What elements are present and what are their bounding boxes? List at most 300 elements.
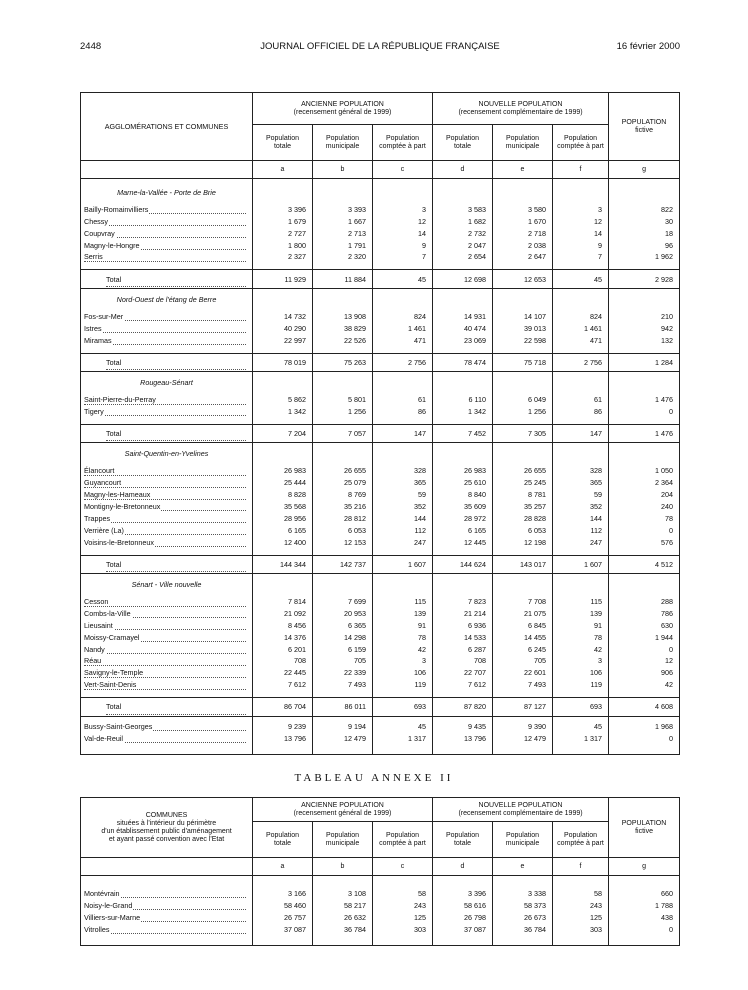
spacer-cell [253, 691, 313, 698]
value-cell: 2 727 [253, 227, 313, 239]
value-cell: 119 [373, 679, 433, 691]
table2-header [81, 798, 680, 876]
spacer-cell [433, 548, 493, 555]
value-cell: 14 107 [493, 310, 553, 322]
value-cell: 0 [669, 733, 674, 743]
spacer-cell [253, 448, 313, 460]
commune-name-cell [81, 732, 253, 744]
spacer-cell [609, 179, 680, 187]
spacer-cell [81, 876, 253, 888]
column-header-pop-totale-n: Population totale [433, 822, 493, 858]
spacer-cell [493, 691, 553, 698]
value-cell: 247 [553, 536, 609, 548]
spacer-cell [493, 377, 553, 389]
spacer-cell [433, 377, 493, 389]
value-cell: 1 050 [655, 466, 674, 476]
table-row [81, 501, 680, 513]
value-cell: 86 [373, 406, 433, 418]
value-cell: 2 038 [493, 239, 553, 251]
dot-leader [106, 369, 246, 370]
spacer-cell [81, 346, 253, 353]
commune-name-cell [81, 923, 253, 935]
value-cell: 1 968 [655, 721, 674, 731]
value-cell: 1 317 [373, 732, 433, 744]
value-cell: 96 [665, 240, 674, 250]
value-cell: 75 718 [493, 354, 553, 372]
spacer-cell [553, 691, 609, 698]
dot-leader [106, 440, 246, 441]
commune-name: Nandy [84, 644, 105, 654]
commune-name-cell [81, 322, 253, 334]
spacer-cell [313, 579, 373, 591]
value-cell: 13 908 [313, 310, 373, 322]
value-cell: 471 [553, 334, 609, 346]
value-cell: 12 [665, 656, 674, 666]
letter-cell: e [493, 858, 553, 876]
table-row [81, 251, 680, 263]
spacer-cell [553, 263, 609, 270]
value-cell: 705 [313, 655, 373, 667]
spacer-cell [609, 744, 680, 754]
value-cell: 106 [373, 667, 433, 679]
spacer-cell [313, 293, 373, 305]
value-cell: 119 [553, 679, 609, 691]
spacer-row [81, 744, 680, 754]
value-cell: 1 256 [493, 406, 553, 418]
table-row [81, 227, 680, 239]
value-cell: 2 654 [433, 251, 493, 263]
value-cell: 210 [661, 311, 674, 321]
value-cell: 3 [373, 655, 433, 667]
letter-cell: c [373, 161, 433, 179]
table-row [81, 477, 680, 489]
section-row [81, 293, 680, 305]
spacer-cell [553, 293, 609, 305]
spacer-cell [253, 744, 313, 754]
value-cell: 8 781 [493, 489, 553, 501]
commune-name: Voisins-le-Bretonneux [84, 537, 154, 547]
spacer-cell [493, 417, 553, 424]
commune-name-cell [81, 512, 253, 524]
spacer-cell [493, 293, 553, 305]
value-cell: 22 598 [493, 334, 553, 346]
value-cell: 6 165 [433, 524, 493, 536]
commune-name-cell [81, 631, 253, 643]
value-cell: 6 201 [253, 643, 313, 655]
value-cell: 14 533 [433, 631, 493, 643]
value-cell: 630 [661, 620, 674, 630]
table1-body [81, 179, 680, 755]
value-cell: 705 [493, 655, 553, 667]
value-cell: 11 929 [253, 270, 313, 288]
value-cell: 25 444 [253, 477, 313, 489]
table-row [81, 239, 680, 251]
value-cell: 22 339 [313, 667, 373, 679]
value-cell: 12 400 [253, 536, 313, 548]
page-header [80, 41, 680, 55]
spacer-cell [493, 935, 553, 945]
value-cell: 1 944 [655, 632, 674, 642]
spacer-cell [609, 876, 680, 888]
commune-name: Moissy-Cramayel [84, 632, 140, 642]
commune-name: Miramas [84, 335, 112, 345]
value-cell: 28 972 [433, 512, 493, 524]
table-row [81, 322, 680, 334]
commune-name-cell [81, 888, 253, 900]
value-cell: 2 320 [313, 251, 373, 263]
value-cell: 78 [373, 631, 433, 643]
commune-name-cell [81, 556, 253, 574]
value-cell: 2 756 [553, 354, 609, 372]
commune-name: Val-de-Reuil [84, 733, 124, 743]
table-row [81, 310, 680, 322]
table-row [81, 732, 680, 744]
commune-name: Total [106, 429, 122, 439]
spacer-cell [433, 935, 493, 945]
value-cell: 7 612 [433, 679, 493, 691]
spacer-row [81, 935, 680, 945]
value-cell: 58 [553, 888, 609, 900]
value-cell: 2 756 [373, 354, 433, 372]
value-cell: 142 737 [313, 556, 373, 574]
spacer-cell [81, 935, 253, 945]
value-cell: 14 [553, 227, 609, 239]
page-number: 2448 [80, 41, 102, 52]
spacer-cell [433, 579, 493, 591]
commune-name: Total [106, 274, 122, 284]
value-cell: 3 [373, 204, 433, 216]
value-cell: 12 698 [433, 270, 493, 288]
value-cell: 112 [553, 524, 609, 536]
value-cell: 26 673 [493, 911, 553, 923]
commune-name: Verrière (La) [84, 525, 124, 535]
value-cell: 14 455 [493, 631, 553, 643]
value-cell: 1 476 [655, 429, 674, 439]
spacer-cell [493, 187, 553, 199]
commune-name: Élancourt [84, 466, 115, 476]
spacer-cell [253, 935, 313, 945]
commune-name-cell [81, 524, 253, 536]
value-cell: 12 [553, 215, 609, 227]
spacer-row [81, 263, 680, 270]
total-row [81, 354, 680, 372]
spacer-cell [81, 691, 253, 698]
spacer-cell [493, 263, 553, 270]
dot-leader [84, 415, 246, 416]
value-cell: 38 829 [313, 322, 373, 334]
value-cell: 1 476 [655, 394, 674, 404]
value-cell: 3 393 [313, 204, 373, 216]
value-cell: 36 784 [313, 923, 373, 935]
value-cell: 7 823 [433, 596, 493, 608]
value-cell: 2 718 [493, 227, 553, 239]
spacer-cell [553, 876, 609, 888]
commune-name: Cesson [84, 596, 109, 606]
value-cell: 23 069 [433, 334, 493, 346]
table2-body [81, 876, 680, 946]
value-cell: 25 245 [493, 477, 553, 489]
spacer-cell [253, 293, 313, 305]
spacer-cell [313, 417, 373, 424]
commune-name-cell [81, 679, 253, 691]
value-cell: 61 [373, 394, 433, 406]
table-row [81, 524, 680, 536]
value-cell: 144 624 [433, 556, 493, 574]
group-header-ancienne: ANCIENNE POPULATION (recensement général de 1999) [253, 93, 433, 125]
spacer-cell [313, 548, 373, 555]
value-cell: 37 087 [433, 923, 493, 935]
value-cell: 1 607 [553, 556, 609, 574]
value-cell: 786 [661, 608, 674, 618]
spacer-row [81, 179, 680, 187]
commune-name-cell [81, 334, 253, 346]
table-row [81, 406, 680, 418]
value-cell: 39 013 [493, 322, 553, 334]
value-cell: 25 079 [313, 477, 373, 489]
spacer-cell [553, 548, 609, 555]
table-row [81, 720, 680, 732]
value-cell: 21 214 [433, 608, 493, 620]
table-row [81, 631, 680, 643]
value-cell: 14 376 [253, 631, 313, 643]
value-cell: 14 931 [433, 310, 493, 322]
value-cell: 9 [553, 239, 609, 251]
spacer-row [81, 876, 680, 888]
value-cell: 328 [553, 465, 609, 477]
spacer-cell [313, 876, 373, 888]
value-cell: 14 732 [253, 310, 313, 322]
spacer-cell [433, 179, 493, 187]
spacer-row [81, 417, 680, 424]
value-cell: 328 [373, 465, 433, 477]
value-cell: 37 087 [253, 923, 313, 935]
value-cell: 906 [661, 668, 674, 678]
spacer-cell [253, 346, 313, 353]
table-row [81, 334, 680, 346]
table-row [81, 923, 680, 935]
spacer-cell [609, 346, 680, 353]
value-cell: 1 256 [313, 406, 373, 418]
column-header-pop-totale-n: Population totale [433, 125, 493, 161]
value-cell: 824 [373, 310, 433, 322]
commune-name-cell [81, 536, 253, 548]
value-cell: 822 [661, 204, 674, 214]
dot-leader [84, 261, 246, 262]
spacer-cell [433, 187, 493, 199]
value-cell: 9 194 [313, 720, 373, 732]
commune-name-cell [81, 596, 253, 608]
value-cell: 42 [553, 643, 609, 655]
value-cell: 58 217 [313, 899, 373, 911]
value-cell: 115 [373, 596, 433, 608]
spacer-cell [373, 187, 433, 199]
spacer-cell [609, 417, 680, 424]
table-row [81, 489, 680, 501]
value-cell: 18 [665, 228, 674, 238]
value-cell: 132 [661, 335, 674, 345]
commune-name-cell [81, 204, 253, 216]
spacer-cell [493, 579, 553, 591]
annexe-title: TABLEAU ANNEXE II [294, 772, 454, 784]
value-cell: 5 862 [253, 394, 313, 406]
spacer-cell [433, 263, 493, 270]
value-cell: 247 [373, 536, 433, 548]
table-row [81, 608, 680, 620]
letter-cell: a [253, 858, 313, 876]
value-cell: 78 [553, 631, 609, 643]
spacer-cell [433, 346, 493, 353]
value-cell: 30 [665, 216, 674, 226]
spacer-cell [313, 448, 373, 460]
value-cell: 75 263 [313, 354, 373, 372]
value-cell: 125 [373, 911, 433, 923]
spacer-cell [313, 263, 373, 270]
value-cell: 0 [669, 525, 674, 535]
value-cell: 144 [553, 512, 609, 524]
value-cell: 42 [665, 680, 674, 690]
value-cell: 26 983 [433, 465, 493, 477]
value-cell: 0 [669, 406, 674, 416]
column-header-communes: AGGLOMÉRATIONS ET COMMUNES [81, 93, 253, 161]
commune-name-cell [81, 667, 253, 679]
value-cell: 2 928 [655, 274, 674, 284]
value-cell: 243 [373, 899, 433, 911]
value-cell: 28 812 [313, 512, 373, 524]
value-cell: 3 580 [493, 204, 553, 216]
section-title: Rougeau-Sénart [81, 377, 253, 389]
column-header-pop-municipale-a: Population municipale [313, 125, 373, 161]
value-cell: 6 049 [493, 394, 553, 406]
value-cell: 22 526 [313, 334, 373, 346]
group-header-nouvelle: NOUVELLE POPULATION (recensement complémentaire de 1999) [433, 93, 609, 125]
commune-name: Savigny-le-Temple [84, 668, 144, 678]
commune-name: Chessy [84, 216, 108, 226]
spacer-cell [313, 346, 373, 353]
spacer-cell [373, 691, 433, 698]
spacer-cell [433, 448, 493, 460]
commune-name-cell [81, 465, 253, 477]
letter-cell: g [609, 858, 680, 876]
publication-date: 16 février 2000 [616, 41, 680, 52]
table-row [81, 899, 680, 911]
spacer-cell [313, 187, 373, 199]
value-cell: 365 [553, 477, 609, 489]
value-cell: 21 092 [253, 608, 313, 620]
section-title: Sénart - Ville nouvelle [81, 579, 253, 591]
value-cell: 6 159 [313, 643, 373, 655]
commune-name-cell [81, 227, 253, 239]
value-cell: 26 655 [313, 465, 373, 477]
commune-name-cell [81, 720, 253, 732]
section-row [81, 377, 680, 389]
value-cell: 2 327 [253, 251, 313, 263]
table-row [81, 911, 680, 923]
spacer-cell [553, 187, 609, 199]
value-cell: 13 796 [253, 732, 313, 744]
value-cell: 35 609 [433, 501, 493, 513]
value-cell: 708 [253, 655, 313, 667]
dot-leader [84, 665, 246, 666]
value-cell: 1 284 [655, 357, 674, 367]
spacer-cell [373, 935, 433, 945]
spacer-cell [313, 691, 373, 698]
spacer-cell [493, 448, 553, 460]
value-cell: 3 583 [433, 204, 493, 216]
commune-name: Total [106, 702, 122, 712]
value-cell: 86 [553, 406, 609, 418]
value-cell: 139 [553, 608, 609, 620]
value-cell: 12 479 [493, 732, 553, 744]
spacer-cell [253, 179, 313, 187]
value-cell: 12 445 [433, 536, 493, 548]
spacer-row [81, 548, 680, 555]
spacer-cell [433, 417, 493, 424]
spacer-cell [553, 377, 609, 389]
value-cell: 144 344 [253, 556, 313, 574]
value-cell: 35 568 [253, 501, 313, 513]
commune-name: Magny-les-Hameaux [84, 490, 151, 500]
spacer-cell [553, 179, 609, 187]
value-cell: 9 [373, 239, 433, 251]
column-header-pop-municipale-n: Population municipale [493, 125, 553, 161]
value-cell: 87 820 [433, 698, 493, 716]
commune-name-cell [81, 270, 253, 288]
value-cell: 243 [553, 899, 609, 911]
value-cell: 8 840 [433, 489, 493, 501]
commune-name-cell [81, 899, 253, 911]
dot-leader [106, 286, 246, 287]
spacer-cell [609, 187, 680, 199]
commune-name: Total [106, 357, 122, 367]
value-cell: 7 612 [253, 679, 313, 691]
letter-cell: f [553, 161, 609, 179]
spacer-cell [553, 744, 609, 754]
spacer-cell [253, 263, 313, 270]
value-cell: 471 [373, 334, 433, 346]
commune-name: Vert-Saint-Denis [84, 680, 137, 690]
value-cell: 3 338 [493, 888, 553, 900]
commune-name-cell [81, 489, 253, 501]
value-cell: 3 108 [313, 888, 373, 900]
value-cell: 942 [661, 323, 674, 333]
value-cell: 1 670 [493, 215, 553, 227]
spacer-cell [373, 417, 433, 424]
total-row [81, 425, 680, 443]
spacer-cell [81, 263, 253, 270]
value-cell: 12 653 [493, 270, 553, 288]
value-cell: 143 017 [493, 556, 553, 574]
value-cell: 59 [553, 489, 609, 501]
commune-name: Istres [84, 323, 102, 333]
value-cell: 1 461 [553, 322, 609, 334]
section-title: Nord-Ouest de l'étang de Berre [81, 293, 253, 305]
dot-leader [84, 332, 246, 333]
value-cell: 438 [661, 912, 674, 922]
value-cell: 1 679 [253, 215, 313, 227]
value-cell: 12 479 [313, 732, 373, 744]
spacer-cell [553, 448, 609, 460]
value-cell: 9 435 [433, 720, 493, 732]
letter-cell: e [493, 161, 553, 179]
value-cell: 4 608 [655, 702, 674, 712]
commune-name-cell [81, 406, 253, 418]
spacer-cell [553, 935, 609, 945]
column-header-pop-comptee-n: Population comptée à part [553, 125, 609, 161]
value-cell: 26 798 [433, 911, 493, 923]
value-cell: 125 [553, 911, 609, 923]
letter-cell: d [433, 161, 493, 179]
value-cell: 6 053 [493, 524, 553, 536]
